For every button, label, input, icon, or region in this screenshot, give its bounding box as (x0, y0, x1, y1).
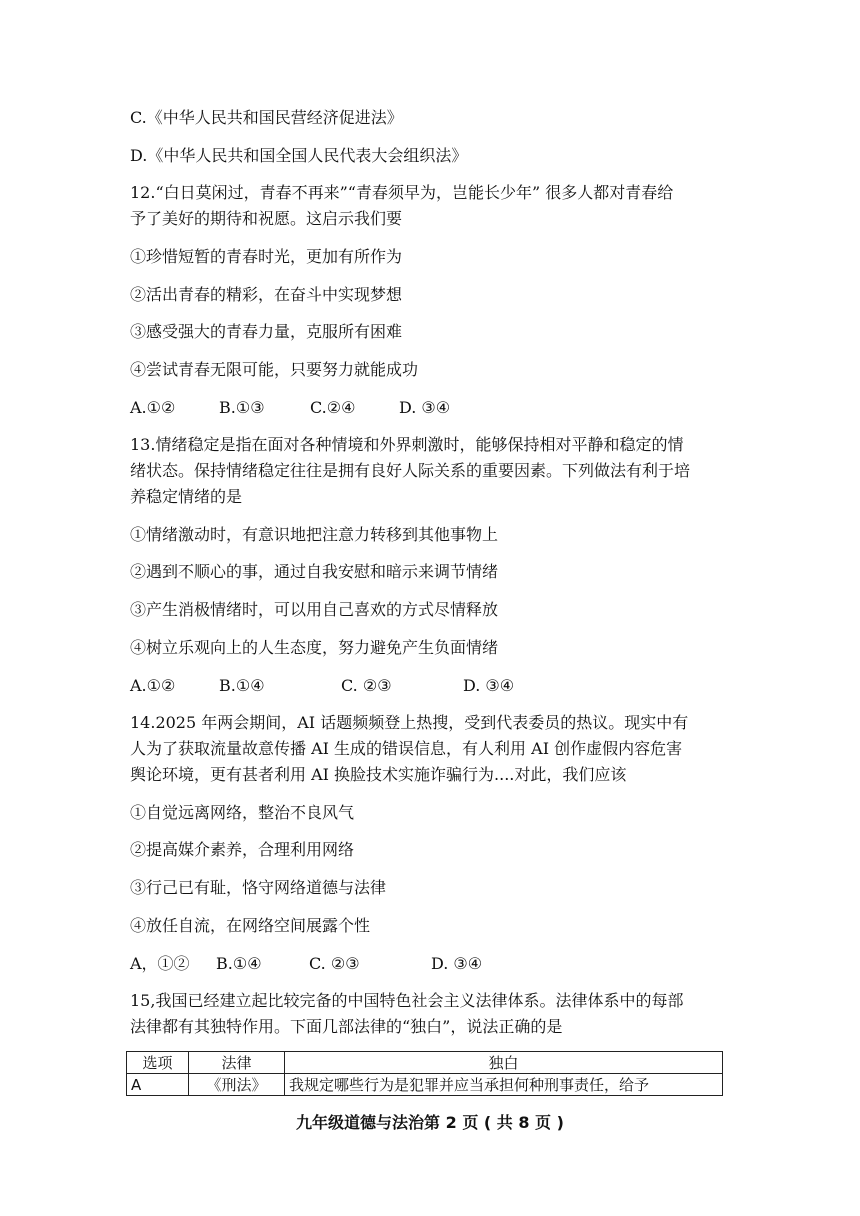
q13-stem-line-1: 13.情绪稳定是指在面对各种情境和外界刺激时，能够保持相对平静和稳定的情 (130, 435, 684, 454)
q11-option-c: C.《中华人民共和国民营经济促进法》 (130, 108, 403, 127)
q11-option-d: D.《中华人民共和国全国人民代表大会组织法》 (130, 146, 468, 165)
table-cell-monologue: 我规定哪些行为是犯罪并应当承担何种刑事责任，给予 (285, 1074, 723, 1096)
q14-stem-line-2: 人为了获取流量故意传播 AI 生成的错误信息，有人利用 AI 创作虚假内容危害 (130, 739, 683, 758)
q13-stem-line-2: 绪状态。保持情绪稳定往往是拥有良好人际关系的重要因素。下列做法有利于培 (130, 461, 691, 480)
q14-statement-4: ④放任自流，在网络空间展露个性 (130, 916, 371, 935)
q12-answer-options (130, 398, 450, 418)
law-table (126, 1051, 723, 1096)
q13-stem-line-3: 养稳定情绪的是 (130, 487, 243, 506)
q14-option-d: D. ③④ (431, 954, 483, 973)
q12-statement-4: ④尝试青春无限可能，只要努力就能成功 (130, 360, 419, 379)
q14-stem-line-3: 舆论环境，更有甚者利用 AI 换脸技术实施诈骗行为....对此，我们应该 (130, 765, 627, 784)
q13-option-b: B.①④ (219, 676, 265, 695)
law-table-header-row (127, 1052, 723, 1074)
q12-option-b: B.①③ (219, 398, 265, 417)
q12-statement-3: ③感受强大的青春力量，克服所有困难 (130, 322, 403, 341)
q13-option-d: D. ③④ (463, 676, 515, 695)
law-table-header-law: 法律 (189, 1052, 285, 1074)
q15-stem-line-1: 15,我国已经建立起比较完备的中国特色社会主义法律体系。法律体系中的每部 (130, 991, 684, 1010)
q12-statement-2: ②活出青春的精彩，在奋斗中实现梦想 (130, 285, 403, 304)
q14-option-a: A，①② (130, 954, 190, 973)
table-cell-option: A (127, 1074, 189, 1096)
q12-statement-1: ①珍惜短暂的青春时光，更加有所作为 (130, 247, 403, 266)
table-row (127, 1074, 723, 1096)
page-footer: 九年级道德与法治第 2 页 ( 共 8 页 ) (296, 1113, 564, 1132)
q14-statement-2: ②提高媒介素养，合理利用网络 (130, 840, 355, 859)
q14-statement-3: ③行己已有耻，恪守网络道德与法律 (130, 878, 387, 897)
q13-option-c: C. ②③ (341, 676, 392, 695)
law-table-header-monologue: 独白 (285, 1052, 723, 1074)
q14-option-b: B.①④ (216, 954, 262, 973)
q13-statement-1: ①情绪激动时，有意识地把注意力转移到其他事物上 (130, 525, 499, 544)
q12-stem-line-2: 予了美好的期待和祝愿。这启示我们要 (130, 209, 403, 228)
q14-stem-line-1: 14.2025 年两会期间，AI 话题频频登上热搜，受到代表委员的热议。现实中有 (130, 713, 689, 732)
law-table-header-option: 选项 (127, 1052, 189, 1074)
q13-answer-options (130, 676, 514, 696)
q13-statement-3: ③产生消极情绪时，可以用自己喜欢的方式尽情释放 (130, 600, 499, 619)
q14-statement-1: ①自觉远离网络，整治不良风气 (130, 803, 355, 822)
q13-statement-2: ②遇到不顺心的事，通过自我安慰和暗示来调节情绪 (130, 562, 499, 581)
q14-answer-options (130, 954, 482, 974)
q14-option-c: C. ②③ (309, 954, 360, 973)
q12-option-d: D. ③④ (399, 398, 451, 417)
q13-statement-4: ④树立乐观向上的人生态度，努力避免产生负面情绪 (130, 638, 499, 657)
q12-stem-line-1: 12.“白日莫闲过，青春不再来”“青春须早为，岂能长少年” 很多人都对青春给 (130, 183, 674, 202)
q15-stem-line-2: 法律都有其独特作用。下面几部法律的“独白”，说法正确的是 (130, 1017, 563, 1036)
q12-option-c: C.②④ (310, 398, 356, 417)
table-cell-law: 《刑法》 (189, 1074, 285, 1096)
q12-option-a: A.①② (130, 398, 176, 417)
q13-option-a: A.①② (130, 676, 176, 695)
